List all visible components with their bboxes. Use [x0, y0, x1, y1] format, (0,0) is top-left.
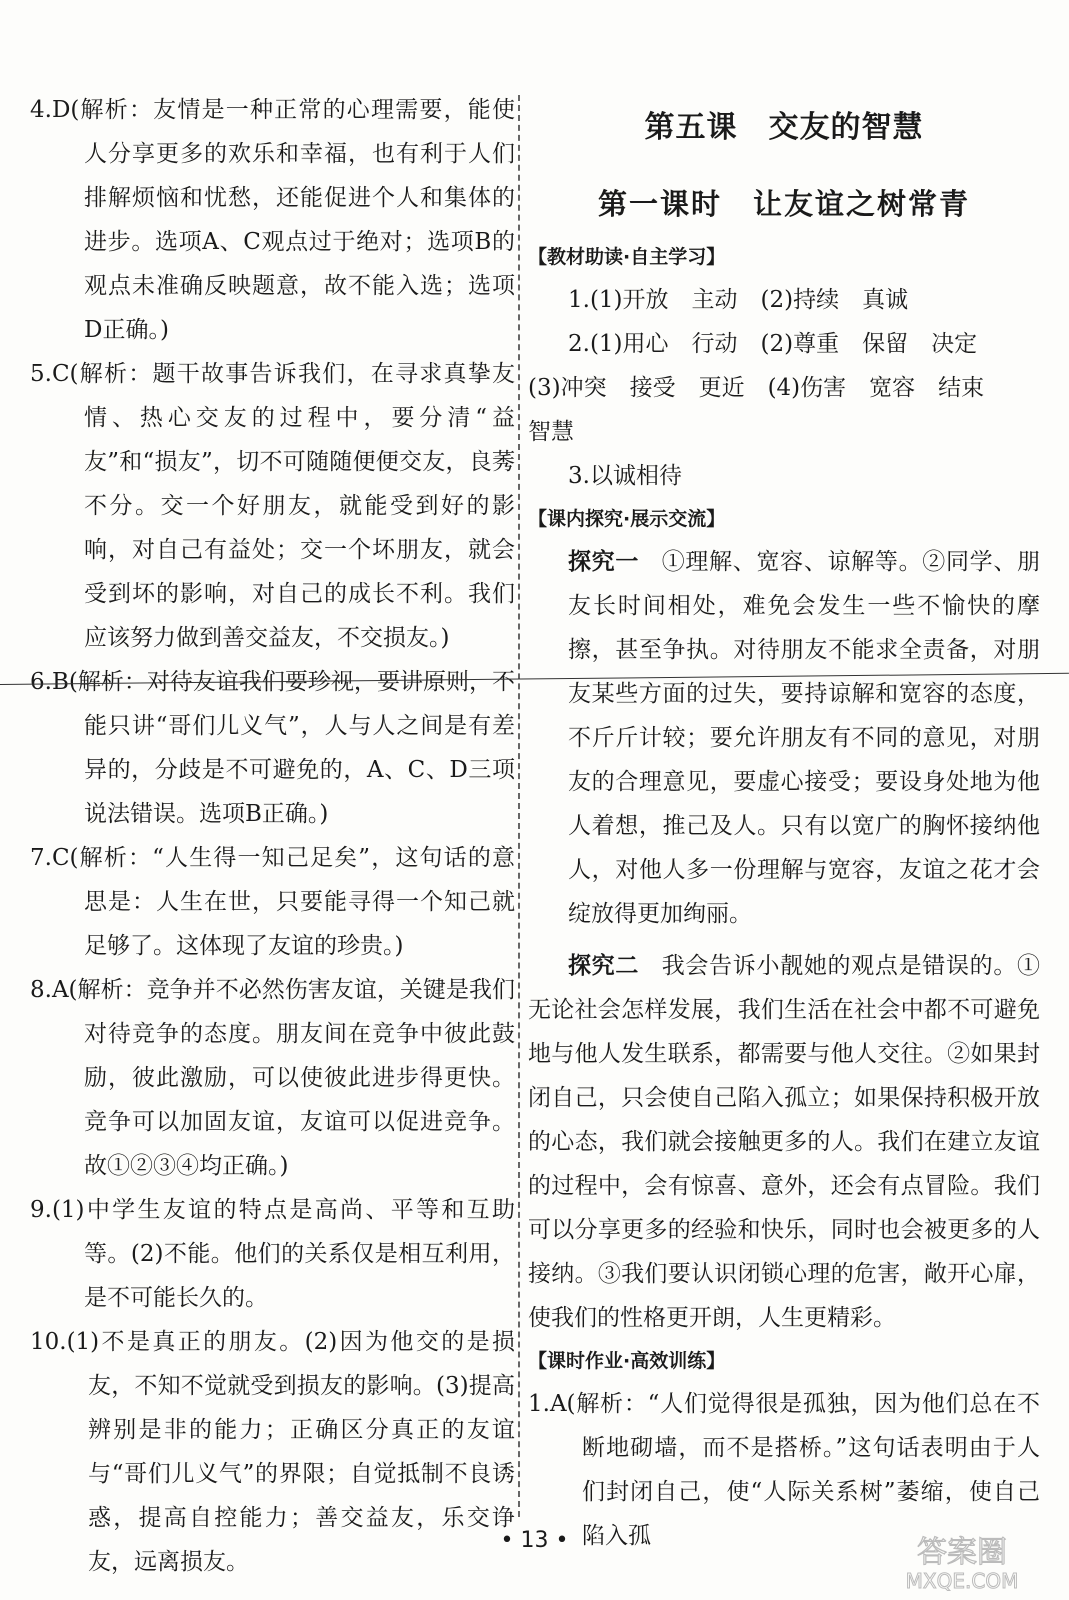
explore-2-label: 探究二 [568, 953, 640, 979]
explore-2-text: 我会告诉小靓她的观点是错误的。①无论社会怎样发展，我们生活在社会中都不可避免地与他人发生联系，都需要与他人交往。②如果封闭自己，只会使自己陷入孤立；如果保持积极开放的心态，我们就会接触更多的人。我们在建立友谊的过程中，会有惊喜、意外，还会有点冒险。我们可以分享更多的经验和快乐，同时也会被更多的人接纳。③我们要认识闭锁心理的危害，敞开心扉，使我们的性格更开朗，人生更精彩。 [528, 953, 1041, 1331]
answer-item-7: 7.C(解析：“人生得一知己足矣”，这句话的意思是：人生在世，只要能寻得一个知己就足够了。这体现了友谊的珍贵。) [30, 845, 515, 959]
section-header-explore: 【课内探究·展示交流】 [528, 508, 726, 530]
answer-item-6: 6.B(解析：对待友谊我们要珍视，要讲原则，不能只讲“哥们儿义气”，人与人之间是有差异的，分歧是不可避免的，A、C、D三项说法错误。选项B正确。) [30, 669, 515, 827]
explore-2 [528, 944, 1040, 1340]
homework-item-1: 1.A(解析：“人们觉得很是孤独，因为他们总在不断地砌墙，而不是搭桥。”这句话表明由于人们封闭自己，使“人际关系树”萎缩，使自己陷入孤 [528, 1391, 1040, 1549]
column-divider [518, 95, 520, 1517]
left-column [30, 88, 515, 1584]
answer-item-8: 8.A(解析：竞争并不必然伤害友谊，关键是我们对待竞争的态度。朋友间在竞争中彼此鼓励，彼此激励，可以使彼此进步得更快。竞争可以加固友谊，友谊可以促进竞争。故①②③④均正确。) [30, 977, 515, 1179]
reading-answer-1: 1.(1)开放 主动 (2)持续 真诚 [568, 287, 909, 313]
section-header-reading: 【教材助读·自主学习】 [528, 246, 726, 268]
watermark-text: 答案圈 [917, 1535, 1007, 1570]
answer-item-9: 9.(1)中学生友谊的特点是高尚、平等和互助等。(2)不能。他们的关系仅是相互利用，是不可能长久的。 [30, 1197, 515, 1311]
explore-1-label: 探究一 [568, 549, 640, 575]
answer-item-10: 10.(1)不是真正的朋友。(2)因为他交的是损友，不知不觉就受到损友的影响。(3)提高辨别是非的能力；正确区分真正的友谊与“哥们儿义气”的界限；自觉抵制不良诱惑，提高自控能力；善交益友，乐交诤友，远离损友。 [30, 1329, 515, 1575]
reading-answer-2-cont: (3)冲突 接受 更近 (4)伤害 宽容 结束 [528, 375, 985, 401]
right-column [528, 88, 1040, 1558]
reading-answer-2: 2.(1)用心 行动 (2)尊重 保留 决定 [568, 331, 978, 357]
watermark-url: MXQE.COM [905, 1569, 1019, 1593]
watermark-logo [862, 1530, 1062, 1594]
session-title: 第一课时 让友谊之树常青 [597, 187, 970, 221]
section-header-homework: 【课时作业·高效训练】 [528, 1350, 726, 1372]
page-number: • 13 • [500, 1528, 569, 1553]
answer-item-4: 4.D(解析：友情是一种正常的心理需要，能使人分享更多的欢乐和幸福，也有利于人们排解烦恼和忧愁，还能促进个人和集体的进步。选项A、C观点过于绝对；选项B的观点未准确反映题意，故不能入选；选项D正确。) [30, 97, 515, 343]
reading-answer-3: 3.以诚相待 [568, 463, 682, 489]
answer-item-5: 5.C(解析：题干故事告诉我们，在寻求真挚友情、热心交友的过程中，要分清“益友”和“损友”，切不可随随便便交友，良莠不分。交一个好朋友，就能受到好的影响，对自己有益处；交一个坏朋友，就会受到坏的影响，对自己的成长不利。我们应该努力做到善交益友，不交损友。) [30, 361, 515, 651]
explore-1 [528, 540, 1040, 936]
lesson-title: 第五课 交友的智慧 [644, 110, 924, 145]
reading-answer-2-end: 智慧 [528, 419, 574, 445]
explore-1-text: ①理解、宽容、谅解等。②同学、朋友长时间相处，难免会发生一些不愉快的摩擦，甚至争执。对待朋友不能求全责备，对朋友某些方面的过失，要持谅解和宽容的态度，不斤斤计较；要允许朋友有不同的意见，对朋友的合理意见，要虚心接受；要设身处地为他人着想，推己及人。只有以宽广的胸怀接纳他人，对他人多一份理解与宽容，友谊之花才会绽放得更加绚丽。 [568, 549, 1041, 927]
